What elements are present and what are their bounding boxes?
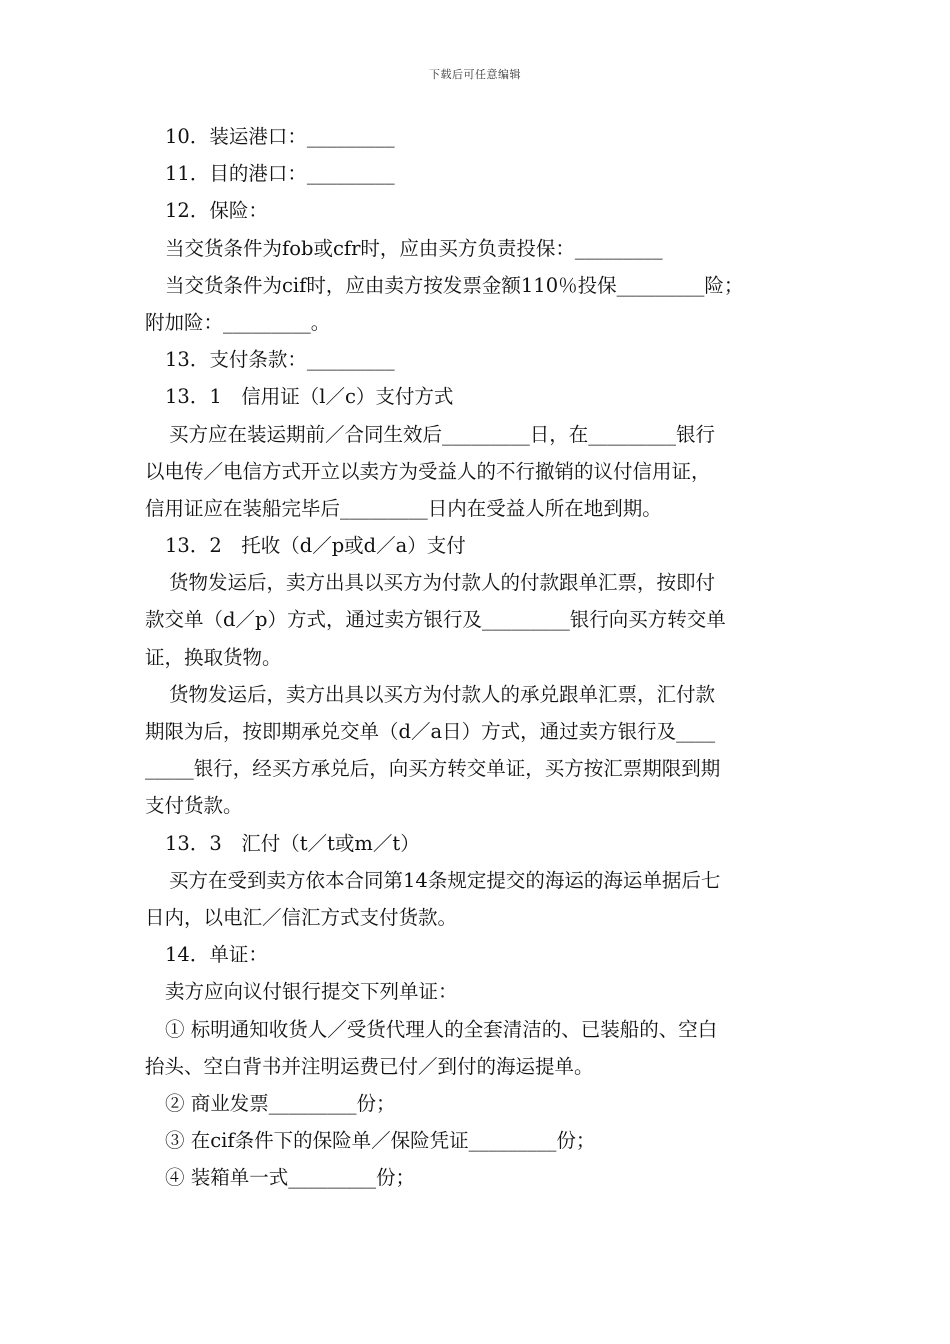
text-line: 抬头、空白背书并注明运费已付／到付的海运提单。 xyxy=(145,1054,594,1078)
text-line: 11．目的港口：_________ xyxy=(165,162,395,186)
text-line: 款交单（d／p）方式，通过卖方银行及_________银行向买方转交单 xyxy=(145,608,726,632)
text-line: ① 标明通知收货人／受货代理人的全套清洁的、已装船的、空白 xyxy=(165,1017,718,1041)
document-body xyxy=(145,118,815,1196)
text-line: 当交货条件为fob或cfr时，应由买方负责投保：_________ xyxy=(165,236,663,260)
text-line: 13．支付条款：_________ xyxy=(165,348,395,372)
text-line: 12．保险： xyxy=(165,199,268,223)
text-line: ④ 装箱单一式_________份； xyxy=(165,1166,415,1190)
text-line: 货物发运后，卖方出具以买方为付款人的承兑跟单汇票，汇付款 xyxy=(169,682,716,706)
text-line: 附加险：_________。 xyxy=(145,310,331,334)
text-line: _____银行，经买方承兑后，向买方转交单证，买方按汇票期限到期 xyxy=(145,757,721,781)
text-line: 14．单证： xyxy=(165,943,268,967)
text-line: 支付货款。 xyxy=(145,794,243,818)
text-line: 卖方应向议付银行提交下列单证： xyxy=(165,980,458,1004)
text-line: 信用证应在装船完毕后_________日内在受益人所在地到期。 xyxy=(145,496,662,520)
text-line: 证，换取货物。 xyxy=(145,645,282,669)
text-line: 日内，以电汇／信汇方式支付货款。 xyxy=(145,905,458,929)
text-line: 买方在受到卖方依本合同第14条规定提交的海运的海运单据后七 xyxy=(169,868,721,892)
text-line: 期限为后，按即期承兑交单（d／a日）方式，通过卖方银行及____ xyxy=(145,720,716,743)
text-line: 货物发运后，卖方出具以买方为付款人的付款跟单汇票，按即付 xyxy=(169,571,716,595)
text-line: 当交货条件为cif时，应由卖方按发票金额110％投保_________险； xyxy=(165,273,744,297)
text-line: 以电传／电信方式开立以卖方为受益人的不行撤销的议付信用证， xyxy=(145,459,711,483)
text-line: 13．3 汇付（t／t或m／t） xyxy=(165,831,420,855)
text-line: 买方应在装运期前／合同生效后_________日，在_________银行 xyxy=(169,422,716,446)
page-header: 下载后可任意编辑 xyxy=(429,68,521,81)
text-line: 13．1 信用证（l／c）支付方式 xyxy=(165,385,454,409)
text-line: ② 商业发票_________份； xyxy=(165,1091,396,1115)
text-line: ③ 在cif条件下的保险单／保险凭证_________份； xyxy=(165,1129,596,1153)
text-line: 13．2 托收（d／p或d／a）支付 xyxy=(165,534,466,558)
text-line: 10．装运港口：_________ xyxy=(165,125,395,148)
